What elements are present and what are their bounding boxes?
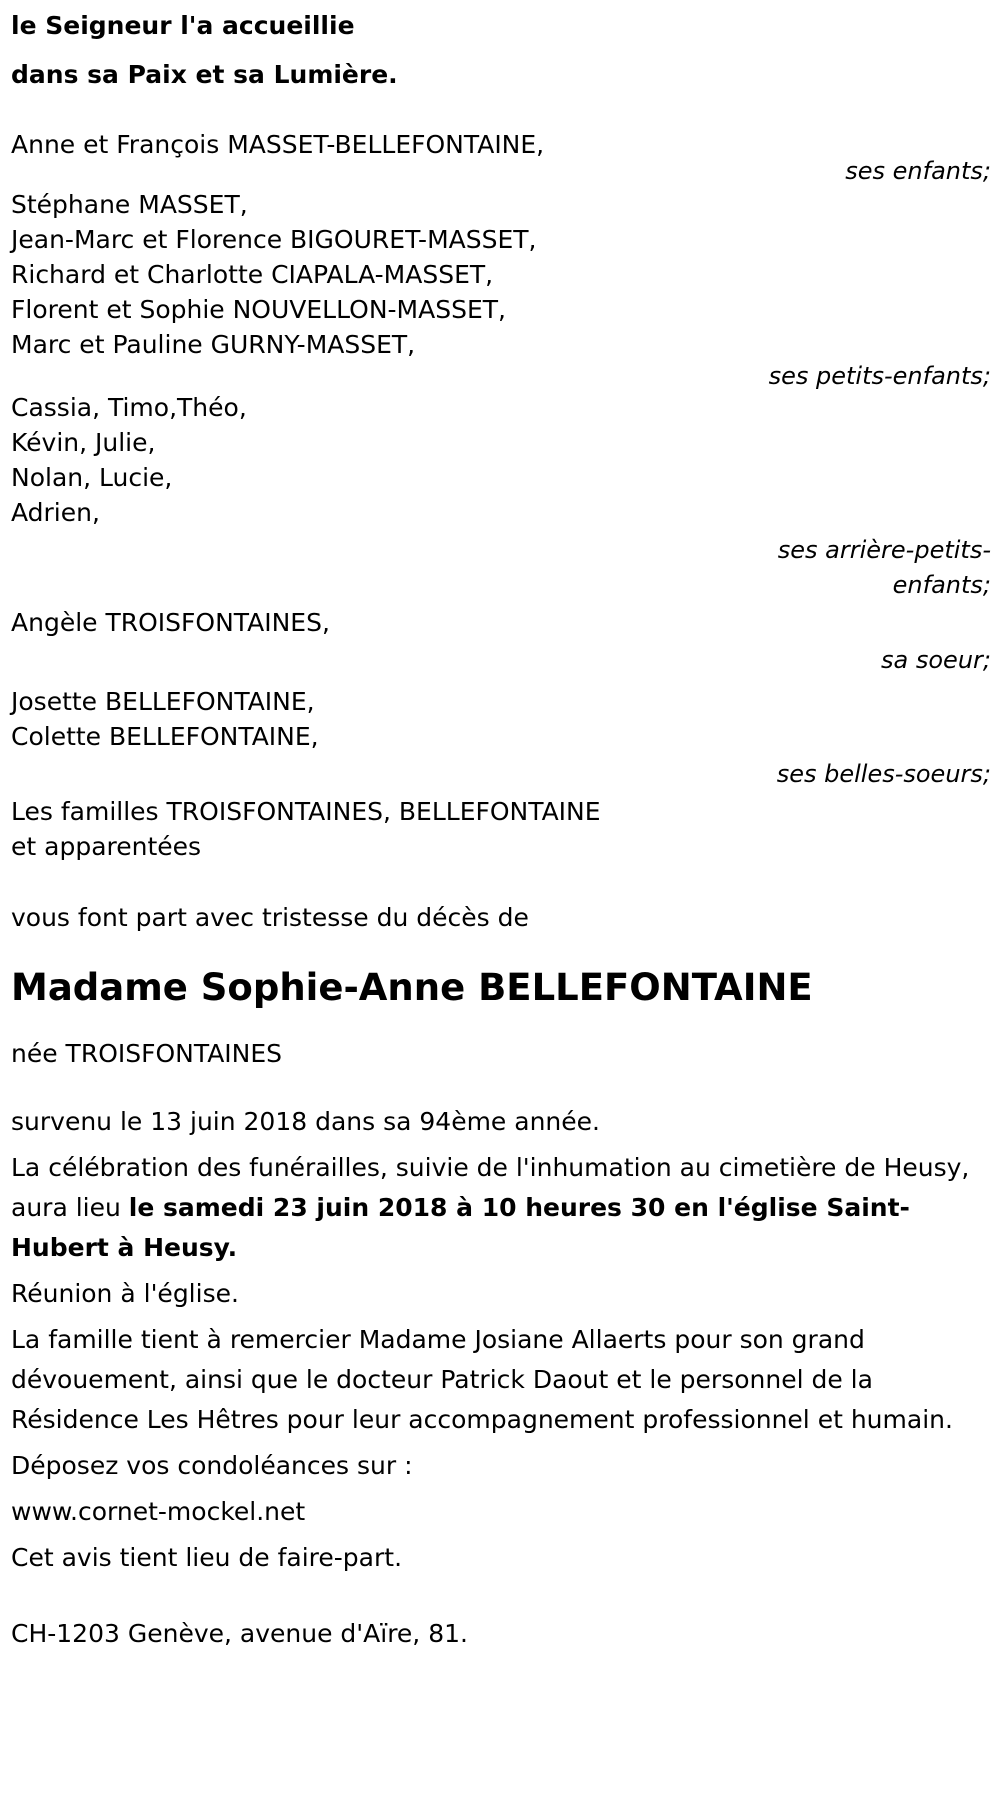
grandchild-name: Florent et Sophie NOUVELLON-MASSET, (11, 295, 506, 324)
family-relatives (11, 794, 991, 864)
grandchildren-role: ses petits-enfants; (768, 362, 991, 390)
families-line-2: et apparentées (11, 832, 202, 861)
obituary-page (0, 1, 1000, 1810)
sister-in-law-name: Josette BELLEFONTAINE, (11, 687, 315, 716)
great-grandchild-name: Adrien, (11, 498, 100, 527)
sister-role: sa soeur; (881, 646, 991, 674)
grandchild-name: Jean-Marc et Florence BIGOURET-MASSET, (11, 225, 537, 254)
intro-phrase (11, 1, 991, 99)
intro-line-2: dans sa Paix et sa Lumière. (11, 60, 398, 89)
great-grandchildren-role-line-1: ses arrière-petits- (777, 536, 991, 564)
funeral-text: La célébration des funérailles, suivie de l'inhumation au cimetière de Heusy, aura lieu (11, 1153, 970, 1222)
great-grandchild-name: Kévin, Julie, (11, 428, 156, 457)
address-text: CH-1203 Genève, avenue d'Aïre, 81. (11, 1619, 468, 1648)
notice-text: Cet avis tient lieu de faire-part. (11, 1543, 403, 1572)
maiden-name: née TROISFONTAINES (11, 1039, 283, 1068)
grandchild-name: Marc et Pauline GURNY-MASSET, (11, 330, 416, 359)
condolences-website: www.cornet-mockel.net (11, 1497, 306, 1526)
thanks-text: La famille tient à remercier Madame Josiane Allaerts pour son grand dévouement, ainsi que le docteur Patrick Daout et le personnel de la Résidence Les Hêtres pour leur accompagnement professionnel et humain. (11, 1325, 953, 1434)
sister-name: Angèle TROISFONTAINES, (11, 608, 330, 637)
funeral-details (11, 1148, 991, 1268)
sister-in-law-name: Colette BELLEFONTAINE, (11, 722, 319, 751)
children-role: ses enfants; (845, 157, 991, 185)
funeral-date-place: le samedi 23 juin 2018 à 10 heures 30 en l'église Saint-Hubert à Heusy. (11, 1193, 910, 1262)
great-grandchild-name: Cassia, Timo,Théo, (11, 393, 247, 422)
family-grandchildren (11, 187, 991, 396)
death-details: survenu le 13 juin 2018 dans sa 94ème année. (11, 1107, 600, 1136)
great-grandchild-name: Nolan, Lucie, (11, 463, 173, 492)
great-grandchildren-role-line-2: enfants; (892, 571, 991, 599)
children-name: Anne et François MASSET-BELLEFONTAINE, (11, 130, 545, 159)
deceased-name: Madame Sophie-Anne BELLEFONTAINE (11, 966, 813, 1009)
sisters-in-law-role: ses belles-soeurs; (776, 760, 991, 788)
family-sister (11, 605, 991, 678)
grandchild-name: Richard et Charlotte CIAPALA-MASSET, (11, 260, 494, 289)
grandchild-name: Stéphane MASSET, (11, 190, 248, 219)
intro-line-1: le Seigneur l'a accueillie (11, 11, 355, 40)
condolences-label: Déposez vos condoléances sur : (11, 1451, 413, 1480)
family-children (11, 125, 991, 191)
meeting-details: Réunion à l'église. (11, 1279, 239, 1308)
family-sisters-in-law (11, 684, 991, 792)
announcement-text: vous font part avec tristesse du décès de (11, 903, 529, 932)
families-line-1: Les familles TROISFONTAINES, BELLEFONTAINE (11, 797, 601, 826)
family-great-grandchildren (11, 390, 991, 603)
obituary-content (11, 1, 991, 1654)
